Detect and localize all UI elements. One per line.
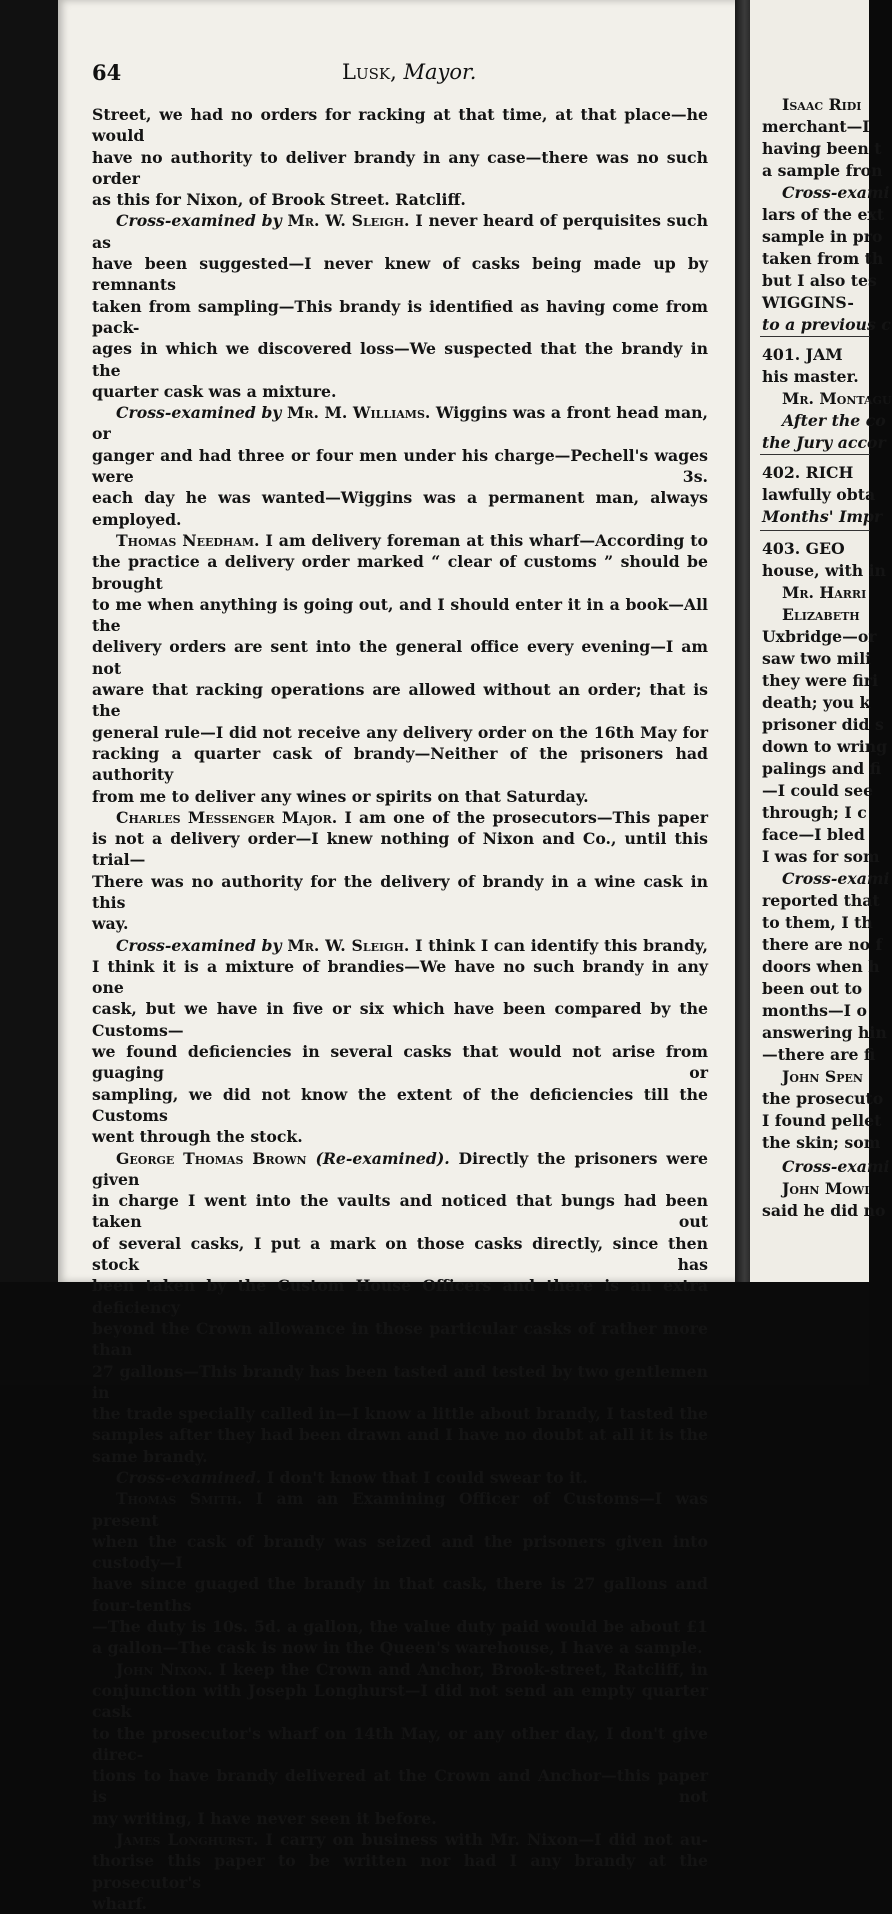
text-line <box>92 1723 708 1766</box>
text: way. <box>92 914 129 934</box>
text-line <box>92 636 708 679</box>
facing-page-line: Mr. Montagu <box>782 389 892 408</box>
facing-page-line: answering hin <box>762 1023 887 1042</box>
text-line <box>92 913 708 934</box>
text-line <box>92 1275 708 1318</box>
text: been taken by the Custom House Officers and there is an extra deficiency <box>92 1276 708 1317</box>
text: to the prosecutor's wharf on 14th May, or any other day, I don't give direc- <box>92 1723 708 1764</box>
text-line <box>92 1659 708 1680</box>
facing-page-line: —I could see <box>762 781 874 800</box>
text: sampling, we did not know the extent of the deficiencies till the Customs <box>92 1084 708 1125</box>
lead-sc: Charles Messenger Major. <box>116 807 338 827</box>
text-line <box>92 1424 708 1445</box>
text-line <box>92 1403 708 1424</box>
text-line <box>92 1893 708 1914</box>
text: when the cask of brandy was seized and the prisoners given into custody—I <box>92 1531 708 1573</box>
facing-page-line: house, with in <box>762 561 886 580</box>
text-line <box>92 956 708 999</box>
text: I never heard of perquisites such as <box>92 211 708 252</box>
facing-page-line: through; I c <box>762 803 867 822</box>
text: aware that racking operations are allowed without an order; that is the <box>92 680 708 721</box>
text: I don't know that I could swear to it. <box>266 1468 588 1487</box>
text-line <box>92 1616 708 1637</box>
facing-page-line: death; you k <box>762 693 871 712</box>
text-line <box>92 1084 708 1127</box>
text-line <box>92 871 708 914</box>
facing-page-line: I found pellet <box>762 1111 882 1130</box>
text: went through the stock. <box>92 1127 303 1147</box>
text-line <box>92 828 708 871</box>
text: my writing, I have never seen it before. <box>92 1808 437 1828</box>
facing-page-line: merchant—I <box>762 117 870 136</box>
text: samples after they had been drawn and I have no doubt at all it is the <box>92 1425 708 1445</box>
lead-italic: Cross-examined by <box>116 935 282 955</box>
text-line <box>92 253 708 296</box>
text-line <box>92 1446 708 1467</box>
facing-page-line: months—I o <box>762 1001 867 1020</box>
text-line <box>92 722 708 743</box>
text: a gallon—The cask is now in the Queen's warehouse, I have a sample. <box>92 1638 703 1658</box>
text: conjunction with Joseph Longhurst—I did not send an empty quarter cask <box>92 1680 708 1722</box>
text-line <box>92 1765 708 1808</box>
running-head <box>342 60 476 84</box>
text: tions to have brandy delivered at the Crown and Anchor—this paper is not <box>92 1766 708 1807</box>
text-line <box>92 445 708 488</box>
lead-sc: George Thomas Brown <box>116 1148 307 1168</box>
text: general rule—I did not receive any delivery order on the 16th May for <box>92 722 708 742</box>
text-line <box>92 935 708 956</box>
text-line <box>92 1190 708 1233</box>
facing-page-line: a sample fron <box>762 161 883 180</box>
text-line <box>92 1041 708 1084</box>
facing-page-line: said he did no <box>762 1201 886 1220</box>
facing-page-line: After the co <box>782 411 886 430</box>
facing-page-line: 403. GEO <box>762 539 845 558</box>
text: ganger and had three or four men under his charge—Pechell's wages were 3s. <box>92 445 708 487</box>
lead-italic: Cross-examined by <box>116 211 282 231</box>
facing-page-line: Months' Impr <box>762 507 883 526</box>
facing-page-line: John Mowi <box>782 1179 870 1198</box>
facing-page-line: Elizabeth <box>782 605 860 624</box>
text-line <box>92 1850 708 1893</box>
facing-page <box>750 0 892 1282</box>
text: thorise this paper to be written nor had I any brandy at the prosecutor's <box>92 1851 708 1892</box>
lead-italic-paren: (Re-examined). <box>315 1148 450 1168</box>
facing-page-line: but I also tes <box>762 271 877 290</box>
text: cask, but we have in five or six which have been compared by the Customs— <box>92 999 708 1040</box>
text: I think I can identify this brandy, <box>409 935 708 955</box>
facing-page-line: there are no f <box>762 935 883 954</box>
facing-page-line: WIGGINS- <box>762 293 854 312</box>
text: taken from sampling—This brandy is identified as having come from pack- <box>92 296 708 337</box>
text: same brandy. <box>92 1446 208 1466</box>
text-line <box>92 1467 708 1488</box>
text-line <box>92 594 708 637</box>
lead-sc: James Longhurst. <box>116 1830 259 1850</box>
text: I am an Examining Officer of Customs—I was present <box>92 1489 708 1530</box>
text: is not a delivery order—I knew nothing of Nixon and Co., until this trial— <box>92 829 708 870</box>
text-line <box>92 998 708 1041</box>
text-line <box>92 1318 708 1361</box>
text: we found deficiencies in several casks that would not arise from guaging or <box>92 1042 708 1083</box>
text: have been suggested—I never knew of casks being made up by remnants <box>92 254 708 295</box>
text-line <box>92 786 708 807</box>
text: the practice a delivery order marked “ clear of customs ” should be brought <box>92 552 708 593</box>
text-line <box>92 381 708 402</box>
facing-page-line: 402. RICH <box>762 463 854 482</box>
text-line <box>92 679 708 722</box>
facing-page-line: Cross-exami <box>782 869 890 888</box>
text: Wiggins was a front head man, or <box>92 403 708 444</box>
facing-page-line: reported that <box>762 891 880 910</box>
text: to me when anything is going out, and I should enter it in a book—All the <box>92 594 708 636</box>
text-line <box>92 1361 708 1404</box>
lead-sc: John Nixon. <box>116 1659 213 1679</box>
facing-page-line: lawfully obta <box>762 485 876 504</box>
text-line <box>92 147 708 190</box>
facing-page-line: having been t <box>762 139 882 158</box>
text: I keep the Crown and Anchor, Brook-street, Ratcliff, in <box>212 1659 708 1679</box>
text-line <box>92 1637 708 1658</box>
text: I am delivery foreman at this wharf—According to <box>259 530 708 550</box>
body-text <box>92 104 708 1914</box>
facing-page-line: palings and fi <box>762 759 882 778</box>
text-line <box>92 1680 708 1723</box>
facing-page-line: sample in pro <box>762 227 883 246</box>
text-line <box>92 1148 708 1191</box>
text-line <box>92 743 708 786</box>
text-line <box>92 1233 708 1276</box>
lead-italic: Cross-examined by <box>116 403 282 423</box>
text-line <box>92 1126 708 1147</box>
facing-page-line: saw two mili <box>762 649 872 668</box>
text: 27 gallons—This brandy has been tasted and tested by two gentlemen in <box>92 1361 708 1402</box>
text: each day he was wanted—Wiggins was a permanent man, always employed. <box>92 488 708 529</box>
text: Directly the prisoners were given <box>92 1148 708 1189</box>
section-rule <box>760 530 870 531</box>
text: There was no authority for the delivery of brandy in a wine cask in this <box>92 871 708 912</box>
facing-page-line: 401. JAM <box>762 345 843 364</box>
lead-sc: Mr. W. Sleigh. <box>287 935 410 955</box>
text: ages in which we discovered loss—We suspected that the brandy in the <box>92 339 708 380</box>
text: the trade specially called in—I know a little about brandy, I tasted the <box>92 1404 708 1424</box>
page-number: 64 <box>92 60 122 85</box>
text-line <box>92 530 708 551</box>
facing-page-line: the prosecuto <box>762 1089 884 1108</box>
text: racking a quarter cask of brandy—Neither of the prisoners had authority <box>92 743 708 785</box>
facing-page-line: Uxbridge—or <box>762 627 877 646</box>
facing-page-line: Cross-exami <box>782 183 890 202</box>
text-line <box>92 1573 708 1616</box>
facing-page-line: I was for som <box>762 847 880 866</box>
section-rule <box>760 336 870 337</box>
lead-sc: Thomas Needham. <box>116 530 260 550</box>
text-line <box>92 1829 708 1850</box>
text: —The duty is 10s. 5d. a gallon, the value duty paid would be about £1 <box>92 1617 708 1637</box>
text-line <box>92 338 708 381</box>
text: I carry on business with Mr. Nixon—I did not au- <box>258 1830 709 1850</box>
text: of several casks, I put a mark on those casks directly, since then stock has <box>92 1233 708 1275</box>
facing-page-line: been out to <box>762 979 863 998</box>
text-line <box>92 807 708 828</box>
text: from me to deliver any wines or spirits on that Saturday. <box>92 786 589 806</box>
text-line <box>92 487 708 530</box>
facing-page-line: taken from th <box>762 249 884 268</box>
running-head-title: Mayor. <box>403 60 477 84</box>
text-line <box>92 1808 708 1829</box>
text: beyond the Crown allowance in those particular casks of rather more than <box>92 1318 708 1360</box>
text: I think it is a mixture of brandies—We have no such brandy in any one <box>92 956 708 998</box>
facing-page-line: face—I bled <box>762 825 865 844</box>
text: quarter cask was a mixture. <box>92 381 337 401</box>
text: have no authority to deliver brandy in any case—there was no such order <box>92 147 708 188</box>
text: as this for Nixon, of Brook Street. Ratcliff. <box>92 190 466 210</box>
facing-page-line: —there are fi <box>762 1045 876 1064</box>
text: in charge I went into the vaults and noticed that bungs had been taken out <box>92 1191 708 1232</box>
lead-sc: Mr. W. Sleigh. <box>287 211 410 231</box>
text-line <box>92 189 708 210</box>
facing-page-line: John Spen <box>782 1067 863 1086</box>
facing-page-line: doors when h <box>762 957 880 976</box>
facing-page-line: they were firi <box>762 671 879 690</box>
facing-page-line: to them, I th <box>762 913 873 932</box>
lead-italic: Cross-examined. <box>116 1468 262 1487</box>
text-line <box>92 551 708 594</box>
facing-page-line: lars of the ext <box>762 205 885 224</box>
text-line <box>92 402 708 445</box>
text: Street, we had no orders for racking at that time, at that place—he would <box>92 105 708 146</box>
scan-left-edge <box>0 0 58 1385</box>
text-line <box>92 1488 708 1531</box>
facing-page-line: Mr. Harri <box>782 583 867 602</box>
lead-sc: Thomas Smith. <box>116 1489 243 1509</box>
running-head-name: Lusk, <box>342 60 397 84</box>
section-rule <box>760 454 870 455</box>
text: delivery orders are sent into the general office every evening—I am not <box>92 637 708 678</box>
facing-page-line: prisoner did s <box>762 715 884 734</box>
facing-page-line: Isaac Ridi <box>782 95 862 114</box>
text: wharf. <box>92 1893 147 1913</box>
lead-sc: Mr. M. Williams. <box>286 403 431 423</box>
facing-page-line: down to wring <box>762 737 888 756</box>
text-line <box>92 296 708 339</box>
text: I am one of the prosecutors—This paper <box>337 807 708 827</box>
text: have since guaged the brandy in that cask, there is 27 gallons and four-tenths <box>92 1574 708 1615</box>
facing-page-line: to a previous c <box>762 315 891 334</box>
text-line <box>92 1531 708 1574</box>
facing-page-line: Cross-exami <box>782 1157 890 1176</box>
text-line <box>92 210 708 253</box>
facing-page-line: the skin; som <box>762 1133 881 1152</box>
facing-page-line: his master. <box>762 367 859 386</box>
text-line <box>92 104 708 147</box>
facing-page-line: the Jury accor <box>762 433 886 452</box>
